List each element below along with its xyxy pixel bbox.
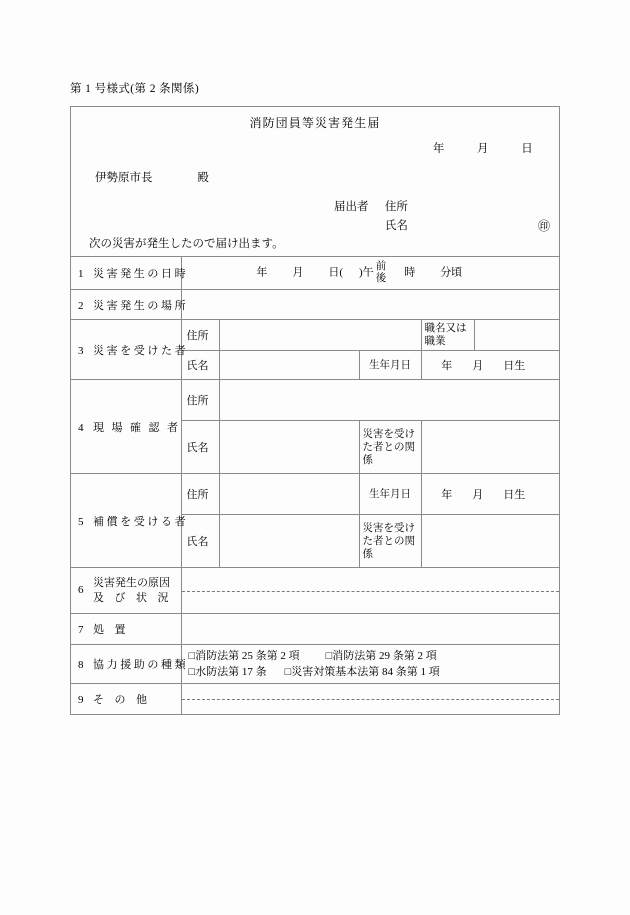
submitter-block — [334, 198, 551, 236]
victim-occupation-field[interactable] — [474, 320, 559, 350]
row-label-9 — [71, 684, 181, 715]
row-label-2 — [71, 290, 189, 320]
victim-occupation-group — [421, 320, 559, 351]
compensated-relation-field[interactable] — [421, 515, 559, 568]
row-label-6-line2: 及び状況 — [93, 591, 179, 604]
table-row — [71, 568, 559, 614]
row-label-3 — [71, 320, 189, 380]
date-month-label: 月 — [477, 143, 489, 155]
row-label-text-7: 処置 — [93, 624, 136, 636]
compensated-birth-label: 生年月日 — [359, 474, 421, 515]
confirmer-name-label: 氏名 — [181, 421, 219, 474]
submitter-label: 届出者 — [334, 201, 369, 213]
pm-label: 後 — [375, 273, 387, 284]
year-label: 年 — [441, 360, 453, 372]
incident-datetime-field[interactable] — [181, 257, 559, 290]
hour-label: 時 — [404, 266, 416, 279]
row-label-6-line1: 災害発生の原因 — [93, 576, 170, 589]
addressee — [95, 169, 209, 185]
row-number-4: 4 — [78, 421, 84, 434]
row-label-8 — [71, 645, 189, 684]
table-row — [71, 614, 559, 645]
day-label: 日( — [328, 266, 344, 279]
row-label-text-6 — [93, 576, 179, 606]
am-label: 前 — [375, 261, 387, 272]
submitter-name-label: 氏名 — [384, 220, 408, 232]
row-number-7: 7 — [78, 624, 84, 636]
writing-guide-line — [182, 591, 560, 592]
form-number: 第 1 号様式(第 2 条関係) — [70, 83, 200, 95]
confirmer-address-field[interactable] — [219, 380, 559, 421]
minute-label: 分頃 — [440, 266, 463, 279]
compensated-birth-field[interactable] — [421, 474, 559, 515]
row-number-6: 6 — [78, 584, 84, 597]
submission-date-line — [433, 140, 533, 156]
form-table — [71, 256, 559, 714]
date-day-label: 日 — [521, 143, 533, 155]
table-row — [71, 257, 559, 290]
compensated-address-label: 住所 — [181, 474, 219, 515]
row-label-text-5: 補償を受ける者 — [93, 515, 189, 528]
assistance-type-options — [181, 645, 559, 684]
row-label-text-1: 災害発生の日時 — [93, 268, 189, 280]
row-label-5 — [71, 474, 189, 568]
year-label: 年 — [256, 266, 268, 279]
table-row — [71, 645, 559, 684]
compensated-address-field[interactable] — [219, 474, 359, 515]
victim-name-label: 氏名 — [181, 351, 219, 380]
am-pm-stack — [376, 261, 387, 285]
checkbox-option-2[interactable]: □水防法第 17 条 — [188, 666, 267, 678]
incident-location-field[interactable] — [181, 290, 559, 320]
table-row — [71, 290, 559, 320]
writing-guide-line — [182, 699, 560, 700]
row-number-5: 5 — [78, 515, 84, 528]
confirmer-relation-label: 災害を受けた者との関係 — [359, 421, 421, 474]
row-label-text-3: 災害を受けた者 — [93, 344, 189, 357]
form-header — [71, 107, 559, 256]
row-label-text-2: 災害発生の場所 — [93, 299, 189, 312]
confirmer-address-label: 住所 — [181, 380, 219, 421]
row-label-text-9: その他 — [93, 694, 158, 706]
row-number-3: 3 — [78, 344, 84, 357]
row-label-1 — [71, 257, 189, 290]
checkbox-option-1[interactable]: □消防法第 29 条第 2 項 — [325, 650, 437, 662]
row-label-text-8: 協力援助の種類 — [93, 659, 189, 671]
document-title: 消防団員等災害発生届 — [249, 116, 381, 130]
seal-icon: ㊞ — [538, 219, 551, 233]
row-label-4 — [71, 380, 186, 474]
row-number-1: 1 — [78, 268, 84, 280]
submitter-address-row — [334, 198, 408, 217]
table-row — [71, 380, 559, 421]
other-field[interactable] — [181, 684, 559, 715]
year-label: 年 — [441, 489, 453, 501]
preamble-text: 次の災害が発生したので届け出ます。 — [89, 238, 284, 250]
table-row — [71, 320, 559, 351]
victim-address-field[interactable] — [219, 320, 421, 351]
row-number-9: 9 — [78, 694, 84, 706]
day-label: 日生 — [503, 360, 526, 372]
month-label: 月 — [472, 489, 484, 501]
victim-birth-field[interactable] — [421, 351, 559, 380]
compensated-name-field[interactable] — [219, 515, 359, 568]
month-label: 月 — [292, 266, 304, 279]
submitter-name-row — [334, 217, 551, 236]
form-frame — [70, 106, 560, 715]
checkbox-option-3[interactable]: □災害対策基本法第 84 条第 1 項 — [284, 666, 440, 678]
row-label-6 — [71, 568, 181, 614]
table-row — [71, 474, 559, 515]
compensated-relation-label: 災害を受けた者との関係 — [359, 515, 421, 568]
row-label-text-4: 現場確認者 — [93, 421, 186, 434]
confirmer-name-field[interactable] — [219, 421, 359, 474]
victim-name-field[interactable] — [219, 351, 359, 380]
row-label-7 — [71, 614, 181, 645]
day-label: 日生 — [503, 489, 526, 501]
compensated-name-label: 氏名 — [181, 515, 219, 568]
date-year-label: 年 — [432, 143, 445, 155]
submitter-address-label: 住所 — [384, 201, 408, 213]
row-number-8: 8 — [78, 659, 84, 671]
victim-occupation-label: 職名又は職業 — [422, 320, 475, 350]
table-row — [71, 684, 559, 715]
addressee-honorific: 殿 — [197, 172, 209, 184]
addressee-name: 伊勢原市長 — [95, 172, 153, 184]
victim-address-label: 住所 — [181, 320, 219, 351]
month-label: 月 — [472, 360, 484, 372]
victim-birth-label: 生年月日 — [359, 351, 421, 380]
weekday-close: )午 — [359, 266, 374, 279]
cause-and-situation-field[interactable] — [181, 568, 559, 614]
measures-field[interactable] — [181, 614, 559, 645]
confirmer-relation-field[interactable] — [421, 421, 559, 474]
checkbox-option-0[interactable]: □消防法第 25 条第 2 項 — [188, 650, 300, 662]
row-number-2: 2 — [78, 299, 84, 312]
